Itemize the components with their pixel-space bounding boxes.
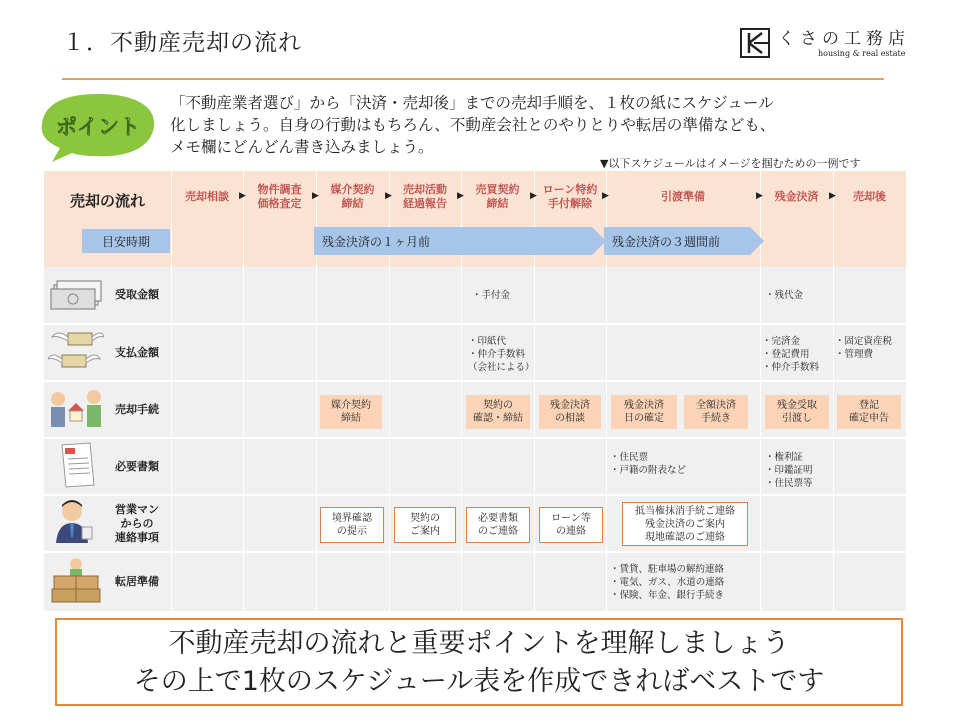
column-divider: [833, 171, 834, 611]
house-handover-icon: [48, 385, 104, 433]
title-divider: [62, 78, 884, 80]
stage-arrow-icon: ▶: [829, 191, 836, 201]
contact-box: 境界確認 の提示: [320, 507, 384, 543]
contact-box: ローン等 の連絡: [539, 507, 603, 543]
cell-note: ・賃貸、駐車場の解約連絡 ・電気、ガス、水道の連絡 ・保険、年金、銀行手続き: [610, 564, 725, 601]
cell-note: ・残代金: [765, 290, 804, 301]
stage-header: ローン特約 手付解除: [542, 183, 598, 210]
cell-note: ・住民票 ・戸籍の附表など: [610, 452, 687, 476]
intro-text: [170, 92, 910, 158]
stage-header: 物件調査 価格査定: [257, 183, 302, 210]
summary-line: 不動産売却の流れと重要ポイントを理解しましょう: [168, 628, 790, 659]
stage-header: 売却活動 経過報告: [403, 183, 447, 210]
row-divider: [44, 381, 906, 382]
salesman-icon: [48, 497, 104, 545]
stage-arrow-icon: ▶: [756, 191, 763, 201]
contact-box: 抵当権抹消手続ご連絡 残金決済のご案内 現地確認のご連絡: [622, 502, 748, 546]
stage-arrow-icon: ▶: [312, 191, 319, 201]
intro-line: メモ欄にどんどん書き込みましょう。: [170, 138, 434, 156]
company-logo: [740, 24, 940, 64]
stage-arrow-icon: ▶: [457, 191, 464, 201]
intro-line: 化しましょう。自身の行動はもちろん、不動産会社とのやりとりや転居の準備なども、: [170, 116, 776, 134]
stage-arrow-icon: ▶: [602, 191, 609, 201]
summary-box: [55, 618, 903, 706]
moving-boxes-icon: [48, 556, 104, 604]
row-divider: [44, 324, 906, 325]
stage-header: 売却相談: [185, 190, 229, 203]
row-label: 転居準備: [115, 574, 159, 588]
row-label: 受取金額: [115, 288, 159, 301]
stage-arrow-icon: ▶: [239, 191, 246, 201]
example-note: ▼以下スケジュールはイメージを掴むための一例です: [600, 157, 861, 170]
stage-header: 引渡準備: [661, 190, 705, 203]
procedure-box: 残金受取 引渡し: [765, 395, 829, 429]
schedule-table: [44, 171, 906, 611]
row-divider: [44, 438, 906, 439]
intro-line: 「不動産業者選び」から「決済・売却後」までの売却手順を、１枚の紙にスケジュール: [170, 94, 774, 112]
cell-note: ・手付金: [472, 290, 511, 301]
timing-band-label: 残金決済の１ヶ月前: [322, 234, 431, 249]
procedure-box: 媒介契約 締結: [320, 395, 382, 429]
summary-line: その上で1枚のスケジュール表を作成できればベストです: [133, 666, 825, 697]
timing-label: 目安時期: [82, 229, 170, 253]
timing-band-label: 残金決済の３週間前: [612, 234, 721, 249]
cell-note: ・固定資産税 ・管理費: [835, 336, 893, 360]
stage-header: 残金決済: [774, 190, 819, 203]
contact-box: 必要書類 のご連絡: [466, 507, 530, 543]
row-label: 売却手続: [115, 402, 159, 416]
row-divider: [44, 552, 906, 553]
stage-header: 売買契約 締結: [475, 183, 520, 210]
cell-note: ・権利証 ・印鑑証明 ・住民票等: [765, 452, 813, 489]
stage-arrow-icon: ▶: [385, 191, 392, 201]
stage-arrow-icon: ▶: [530, 191, 537, 201]
stage-header: 媒介契約 締結: [330, 183, 375, 210]
money-stack-icon: [48, 271, 104, 319]
row-divider: [44, 495, 906, 496]
page-title: １．不動産売却の流れ: [62, 30, 302, 56]
cell-note: ・完済金 ・登記費用 ・仲介手数料: [762, 336, 820, 373]
flow-header-title: 売却の流れ: [69, 192, 145, 210]
row-background: [44, 552, 906, 611]
logo-mark-icon: [740, 28, 770, 58]
row-label: 必要書類: [115, 459, 159, 473]
point-badge: [38, 90, 158, 164]
point-badge-label: ポイント: [56, 115, 140, 139]
row-label: 支払金額: [115, 345, 159, 359]
procedure-box: 残金決済 日の確定: [611, 395, 677, 429]
cell-note: ・印紙代 ・仲介手数料 （会社による）: [468, 336, 535, 373]
procedure-box: 全額決済 手続き: [684, 395, 748, 429]
stage-header: 売却後: [853, 190, 886, 203]
row-label: 営業マン からの 連絡事項: [115, 502, 159, 544]
flying-money-icon: [48, 327, 104, 375]
document-icon: [48, 441, 104, 489]
procedure-box: 残金決済 の相談: [539, 395, 601, 429]
logo-subtitle: housing & real estate: [818, 49, 906, 58]
procedure-box: 登記 確定申告: [837, 395, 901, 429]
logo-name: くさの工務店: [778, 29, 910, 49]
column-divider: [243, 171, 244, 611]
contact-box: 契約の ご案内: [394, 507, 456, 543]
procedure-box: 契約の 確認・締結: [466, 395, 530, 429]
